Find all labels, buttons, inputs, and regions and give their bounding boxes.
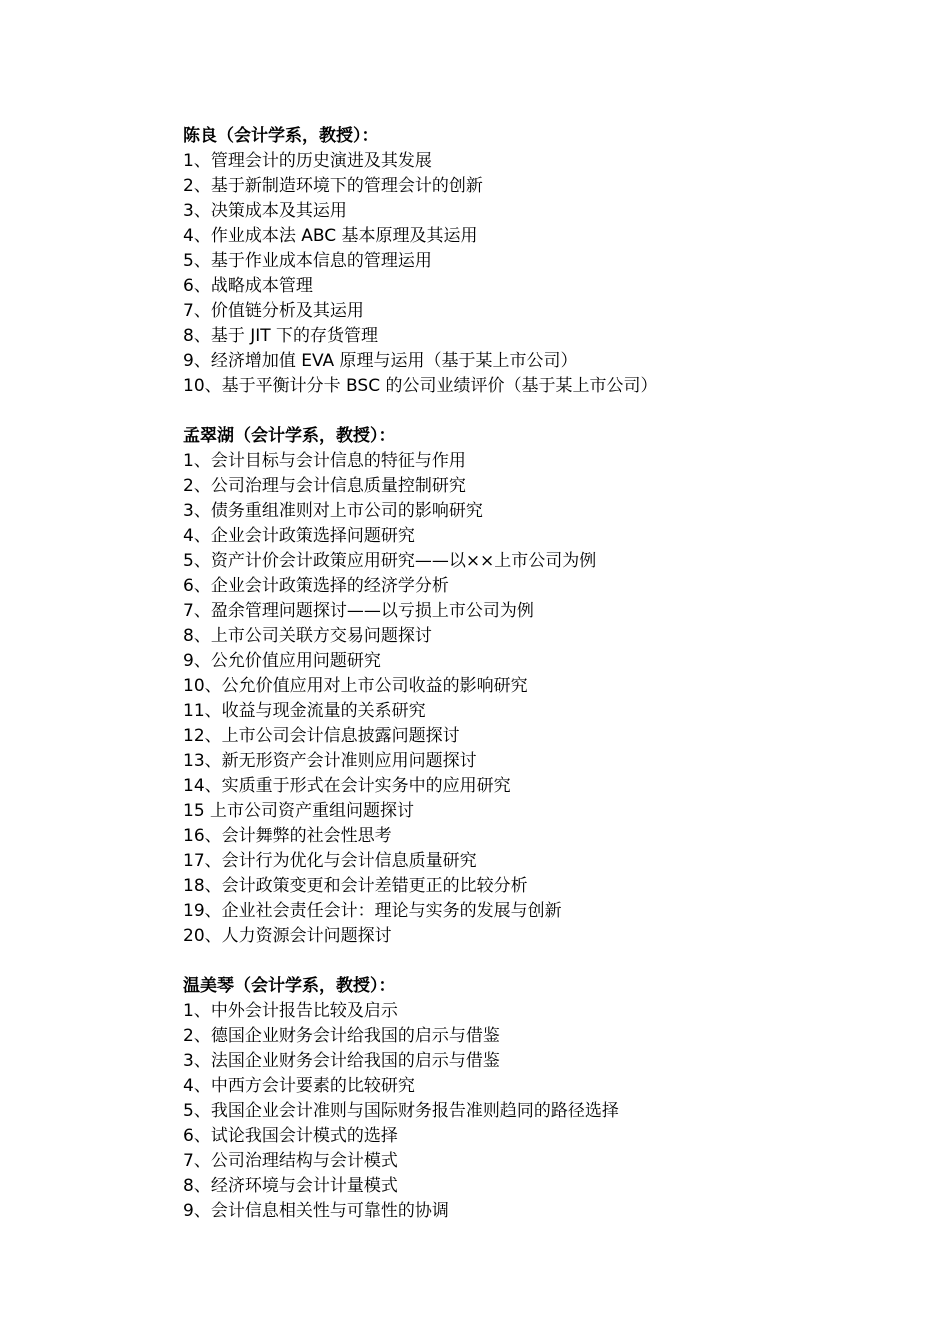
topic-list bbox=[183, 149, 903, 399]
list-item: 5、资产计价会计政策应用研究——以××上市公司为例 bbox=[183, 551, 597, 571]
list-item: 5、我国企业会计准则与国际财务报告准则趋同的路径选择 bbox=[183, 1101, 619, 1121]
list-item: 7、盈余管理问题探讨——以亏损上市公司为例 bbox=[183, 601, 534, 621]
list-item: 16、会计舞弊的社会性思考 bbox=[183, 826, 392, 846]
list-item: 17、会计行为优化与会计信息质量研究 bbox=[183, 851, 477, 871]
list-item: 18、会计政策变更和会计差错更正的比较分析 bbox=[183, 876, 528, 896]
list-item: 7、公司治理结构与会计模式 bbox=[183, 1151, 398, 1171]
section-meng-cuihu bbox=[183, 424, 903, 949]
list-item: 2、德国企业财务会计给我国的启示与借鉴 bbox=[183, 1026, 500, 1046]
list-item: 6、企业会计政策选择的经济学分析 bbox=[183, 576, 449, 596]
list-item: 8、基于 JIT 下的存货管理 bbox=[183, 326, 379, 346]
list-item: 4、中西方会计要素的比较研究 bbox=[183, 1076, 415, 1096]
list-item: 8、经济环境与会计计量模式 bbox=[183, 1176, 398, 1196]
document-page bbox=[183, 124, 903, 1249]
list-item: 5、基于作业成本信息的管理运用 bbox=[183, 251, 432, 271]
list-item: 14、实质重于形式在会计实务中的应用研究 bbox=[183, 776, 511, 796]
list-item: 10、基于平衡计分卡 BSC 的公司业绩评价（基于某上市公司） bbox=[183, 376, 658, 396]
list-item: 9、公允价值应用问题研究 bbox=[183, 651, 381, 671]
list-item: 7、价值链分析及其运用 bbox=[183, 301, 364, 321]
list-item: 11、收益与现金流量的关系研究 bbox=[183, 701, 426, 721]
list-item: 13、新无形资产会计准则应用问题探讨 bbox=[183, 751, 477, 771]
list-item: 6、试论我国会计模式的选择 bbox=[183, 1126, 398, 1146]
list-item: 1、中外会计报告比较及启示 bbox=[183, 1001, 398, 1021]
list-item: 4、作业成本法 ABC 基本原理及其运用 bbox=[183, 226, 478, 246]
list-item: 2、基于新制造环境下的管理会计的创新 bbox=[183, 176, 483, 196]
list-item: 9、经济增加值 EVA 原理与运用（基于某上市公司） bbox=[183, 351, 578, 371]
list-item: 8、上市公司关联方交易问题探讨 bbox=[183, 626, 432, 646]
list-item: 1、管理会计的历史演进及其发展 bbox=[183, 151, 432, 171]
list-item: 9、会计信息相关性与可靠性的协调 bbox=[183, 1201, 449, 1221]
list-item: 1、会计目标与会计信息的特征与作用 bbox=[183, 451, 466, 471]
section-title: 孟翠湖（会计学系，教授）： bbox=[183, 426, 396, 446]
list-item: 12、上市公司会计信息披露问题探讨 bbox=[183, 726, 460, 746]
topic-list bbox=[183, 999, 903, 1224]
section-title: 温美琴（会计学系，教授）： bbox=[183, 976, 396, 996]
list-item: 3、法国企业财务会计给我国的启示与借鉴 bbox=[183, 1051, 500, 1071]
topic-list bbox=[183, 449, 903, 949]
list-item: 2、公司治理与会计信息质量控制研究 bbox=[183, 476, 466, 496]
list-item: 10、公允价值应用对上市公司收益的影响研究 bbox=[183, 676, 528, 696]
list-item: 4、企业会计政策选择问题研究 bbox=[183, 526, 415, 546]
list-item: 6、战略成本管理 bbox=[183, 276, 313, 296]
section-wen-meiqin bbox=[183, 974, 903, 1224]
list-item: 19、企业社会责任会计：理论与实务的发展与创新 bbox=[183, 901, 562, 921]
list-item: 3、债务重组准则对上市公司的影响研究 bbox=[183, 501, 483, 521]
list-item: 3、决策成本及其运用 bbox=[183, 201, 347, 221]
list-item: 15 上市公司资产重组问题探讨 bbox=[183, 801, 415, 821]
list-item: 20、人力资源会计问题探讨 bbox=[183, 926, 392, 946]
section-title: 陈良（会计学系，教授）： bbox=[183, 126, 379, 146]
section-chen-liang bbox=[183, 124, 903, 399]
